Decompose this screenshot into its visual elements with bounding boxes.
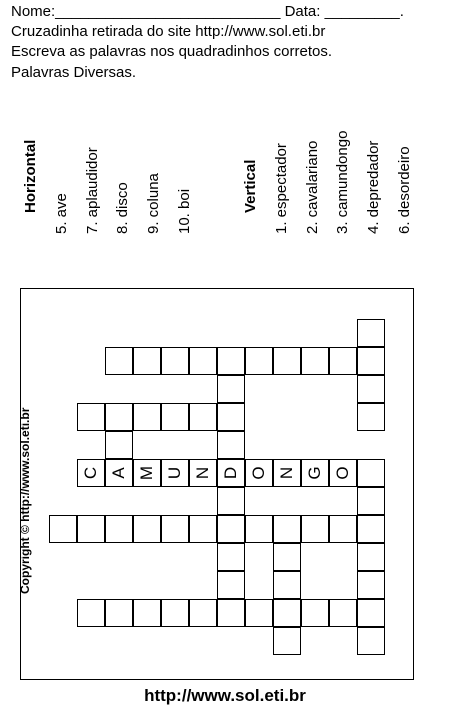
crossword-cell[interactable] [357,627,385,655]
crossword-cell[interactable] [245,347,273,375]
given-letter: D [221,466,240,480]
crossword-cell[interactable] [273,515,301,543]
crossword-cell[interactable] [217,375,245,403]
horizontal-clue: 5. ave [53,193,70,234]
horizontal-clue: 8. disco [114,182,131,234]
crossword-cell[interactable] [105,403,133,431]
crossword-cell[interactable] [189,403,217,431]
crossword-cell[interactable] [357,319,385,347]
instructions-line: Escreva as palavras nos quadradinhos corretos. [11,43,333,60]
given-letter: M [137,465,156,481]
crossword-cell[interactable] [301,515,329,543]
crossword-cell[interactable] [77,403,105,431]
crossword-cell[interactable] [329,347,357,375]
crossword-cell[interactable] [357,487,385,515]
crossword-cell[interactable] [217,543,245,571]
crossword-cell[interactable] [329,515,357,543]
crossword-cell[interactable] [245,515,273,543]
footer-url: http://www.sol.eti.br [144,686,306,705]
copyright-notice: Copyright © http://www.sol.eti.br [18,407,32,594]
crossword-cell[interactable] [77,599,105,627]
given-letter: C [81,466,100,480]
theme-line: Palavras Diversas. [11,64,137,81]
crossword-cell[interactable] [217,515,245,543]
crossword-cell[interactable] [217,487,245,515]
crossword-cell[interactable] [77,515,105,543]
vertical-title: Vertical [242,159,259,213]
crossword-cell[interactable] [105,515,133,543]
crossword-cell[interactable] [357,543,385,571]
crossword-cell[interactable] [245,599,273,627]
crossword-cell[interactable] [161,347,189,375]
vertical-clue: 1. espectador [273,143,290,234]
crossword-cell[interactable] [301,347,329,375]
crossword-cell[interactable] [357,599,385,627]
crossword-cell[interactable] [217,347,245,375]
crossword-cell[interactable] [217,403,245,431]
crossword-cell[interactable] [329,599,357,627]
given-letter: G [305,466,324,480]
horizontal-clue: 9. coluna [145,173,162,234]
crossword-cell[interactable] [133,599,161,627]
crossword-cell[interactable] [357,515,385,543]
given-letter: N [193,466,212,480]
crossword-cell[interactable] [357,459,385,487]
crossword-cell[interactable] [189,515,217,543]
crossword-cell[interactable] [133,403,161,431]
crossword-cell[interactable] [357,375,385,403]
crossword-cell[interactable] [189,599,217,627]
crossword-cell[interactable] [273,627,301,655]
crossword-cell[interactable] [161,403,189,431]
given-letter: N [277,466,296,480]
name-date-line: Nome:___________________________ Data: _________. [11,3,404,20]
crossword-cell[interactable] [273,599,301,627]
crossword-cell[interactable] [357,403,385,431]
crossword-cell[interactable] [273,543,301,571]
crossword-cell[interactable] [133,515,161,543]
crossword-cell[interactable] [133,347,161,375]
crossword-cell[interactable] [105,599,133,627]
horizontal-clue: 7. aplaudidor [84,147,101,234]
crossword-cell[interactable] [161,515,189,543]
crossword-cell[interactable] [105,347,133,375]
crossword-cell[interactable] [189,347,217,375]
vertical-clue: 2. cavalariano [304,140,321,234]
source-line: Cruzadinha retirada do site http://www.sol.eti.br [11,23,326,40]
crossword-cell[interactable] [357,571,385,599]
crossword-cell[interactable] [273,571,301,599]
crossword-cell[interactable] [217,599,245,627]
vertical-clue: 4. depredador [365,140,382,234]
crossword-cell[interactable] [301,599,329,627]
crossword-cell[interactable] [217,571,245,599]
crossword-cell[interactable] [273,347,301,375]
crossword-cell[interactable] [49,515,77,543]
crossword-cell[interactable] [217,431,245,459]
vertical-clue: 3. camundongo [334,130,351,234]
crossword-board [20,288,414,680]
given-letter: U [165,466,184,480]
crossword-cell[interactable] [161,599,189,627]
crossword-cell[interactable] [357,347,385,375]
given-letter: O [249,466,268,480]
given-letter: O [333,466,352,480]
vertical-clue: 6. desordeiro [396,146,413,234]
crossword-cell[interactable] [105,431,133,459]
horizontal-title: Horizontal [22,139,39,213]
horizontal-clue: 10. boi [176,188,193,234]
given-letter: A [109,467,128,479]
